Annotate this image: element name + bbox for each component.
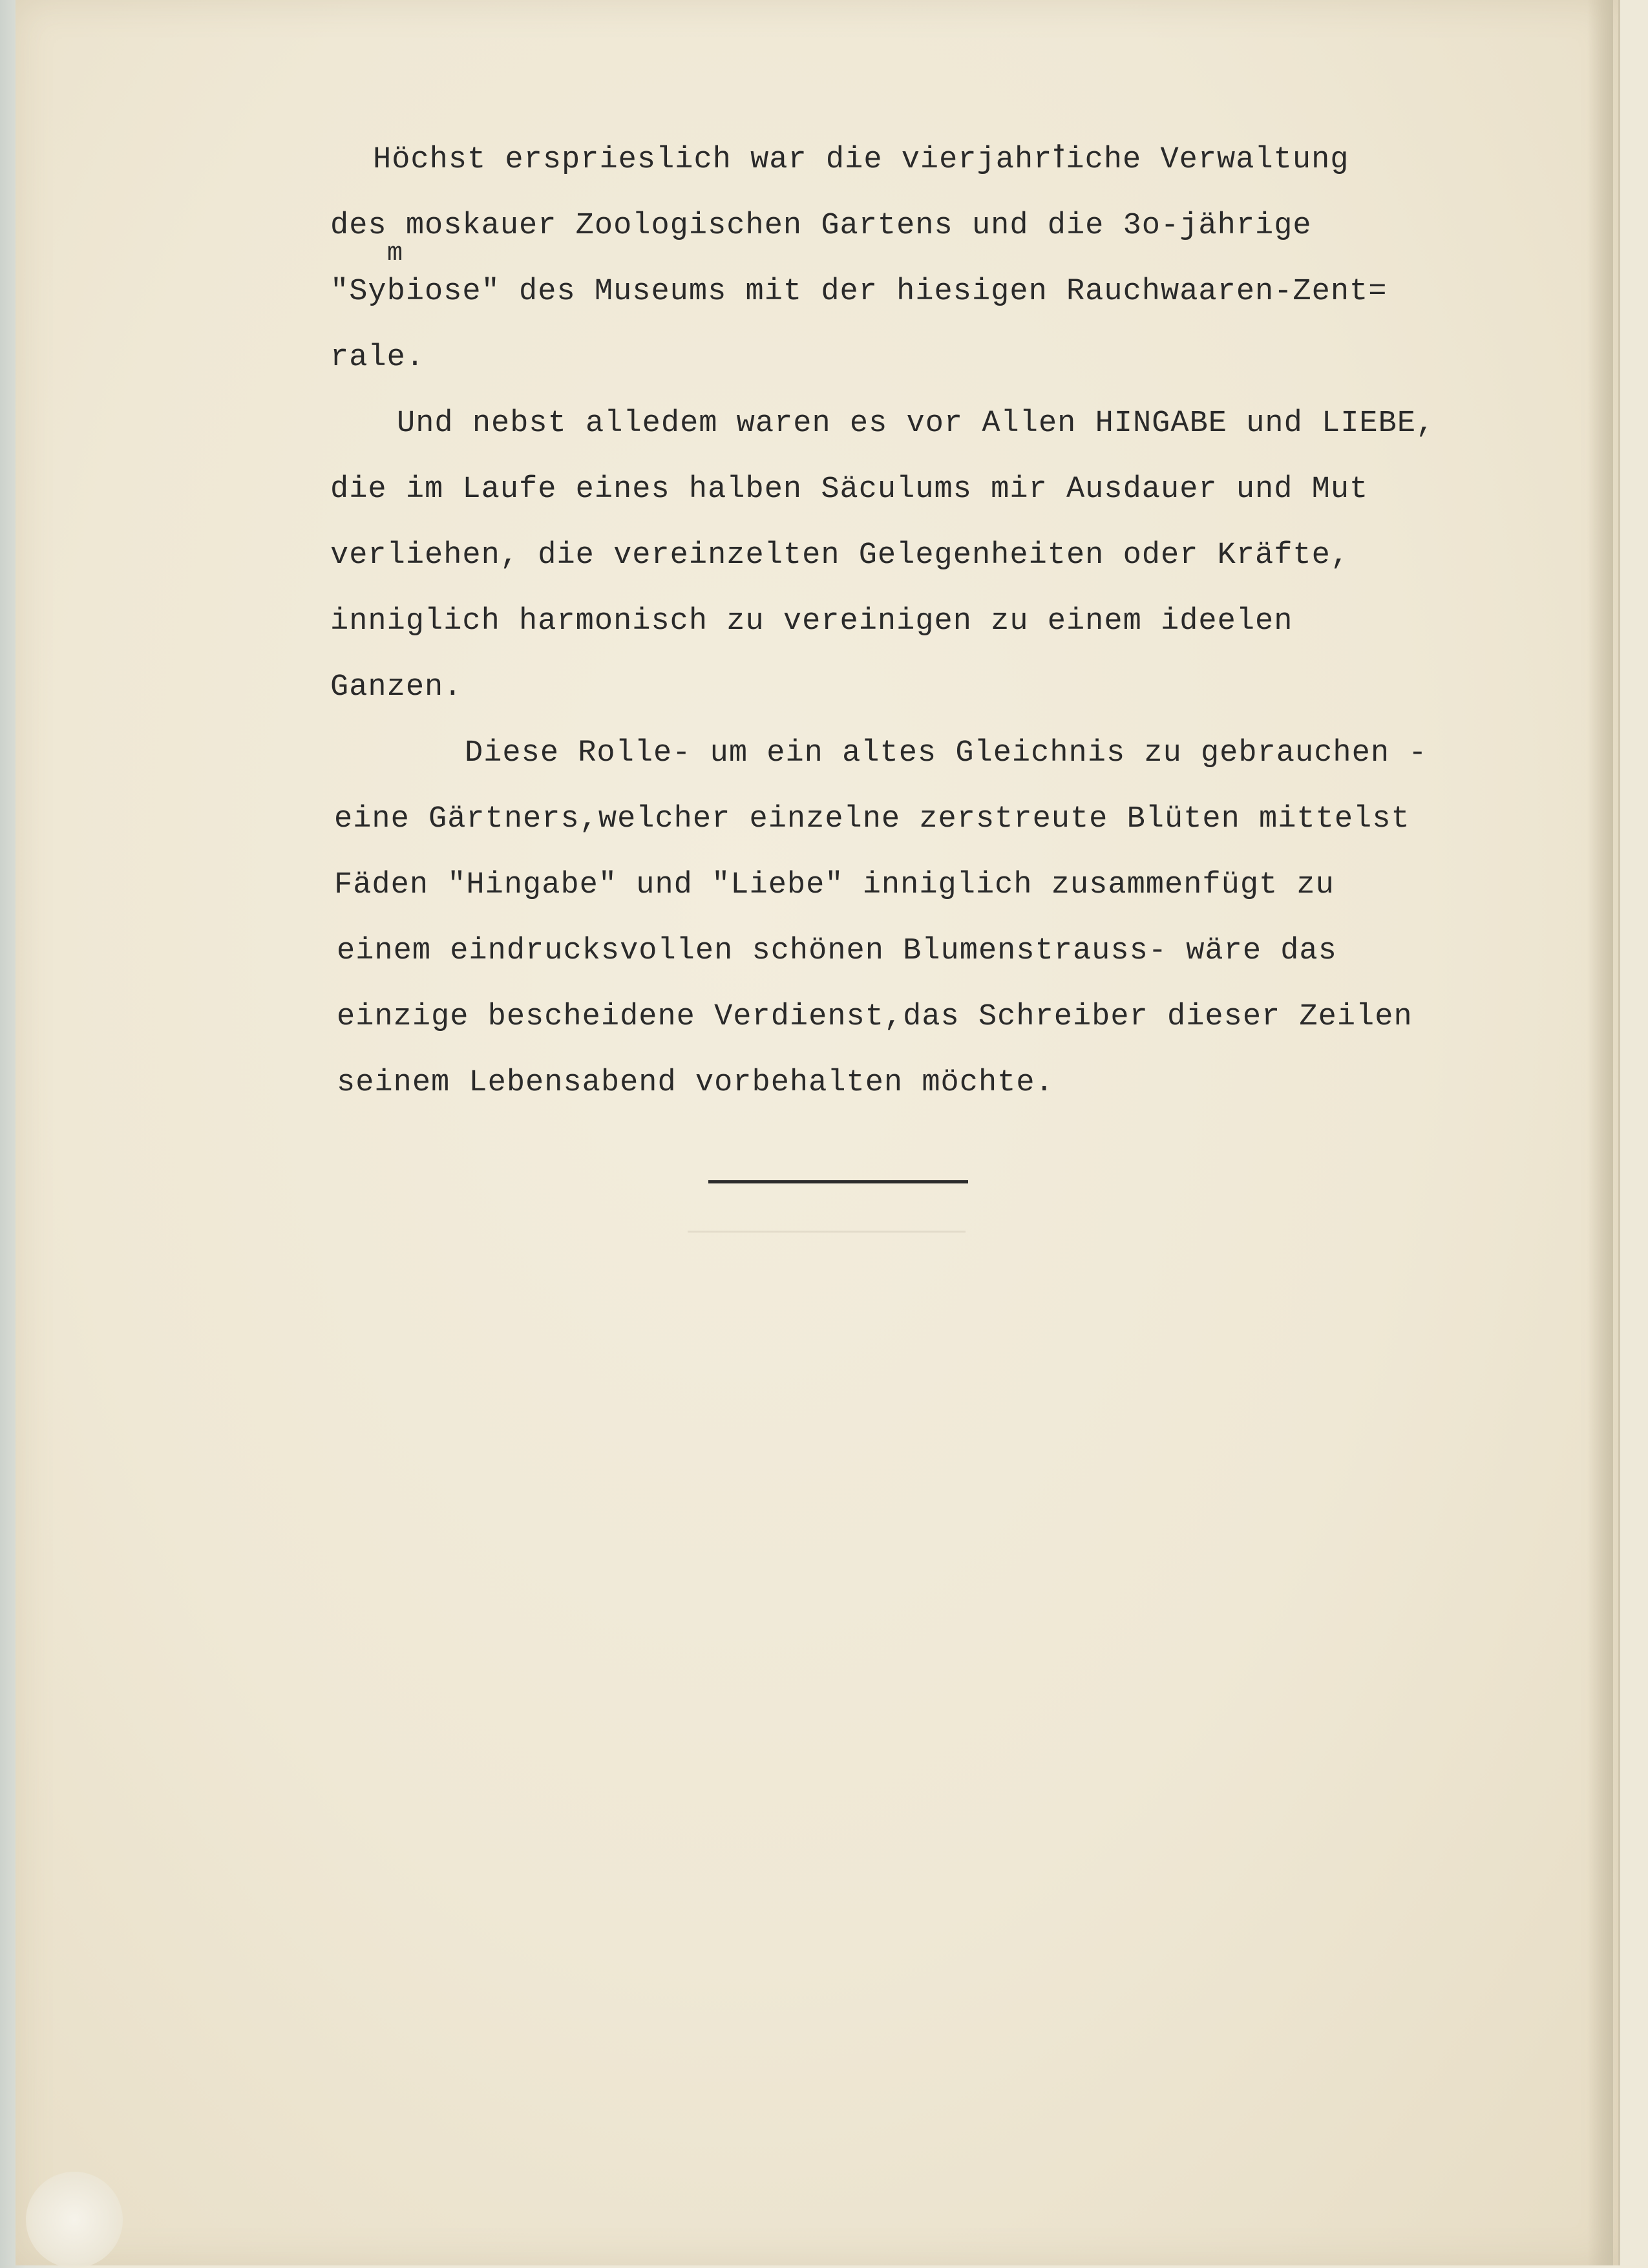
text-line: Ganzen. [330,670,463,705]
typewritten-sheet [16,0,1620,2265]
typed-correction: m [387,239,404,268]
text-line: die im Laufe eines halben Säculums mir Ausdauer und Mut [330,472,1369,507]
typed-text [16,0,1618,2265]
text-line: eine Gärtners,welcher einzelne zerstreute Blüten mittelst [334,802,1410,836]
faint-rule-shadow [688,1231,966,1233]
text-line: Fäden "Hingabe" und "Liebe" inniglich zusammenfügt zu [334,868,1335,902]
corner-stain [26,2172,123,2268]
text-line: Und nebst alledem waren es vor Allen HINGABE und LIEBE, [397,407,1435,441]
text-line: Höchst ersprieslich war die vierjahrꝉiche Verwaltung [373,143,1349,177]
text-line: einzige bescheidene Verdienst,das Schreiber dieser Zeilen [337,1000,1413,1034]
text-line: seinem Lebensabend vorbehalten möchte. [337,1066,1054,1100]
text-line: inniglich harmonisch zu vereinigen zu einem ideelen [330,604,1293,639]
text-line: verliehen, die vereinzelten Gelegenheiten oder Kräfte, [330,538,1350,573]
text-line: "Sybiose" des Museums mit der hiesigen Rauchwaaren-Zent= [330,275,1388,309]
text-line: des moskauer Zoologischen Gartens und die 3o-jährige [330,209,1312,243]
text-line: rale. [330,341,425,375]
text-line: Diese Rolle- um ein altes Gleichnis zu gebrauchen - [465,736,1428,770]
closing-rule [708,1180,968,1183]
text-line: einem eindrucksvollen schönen Blumenstrauss- wäre das [337,934,1337,968]
